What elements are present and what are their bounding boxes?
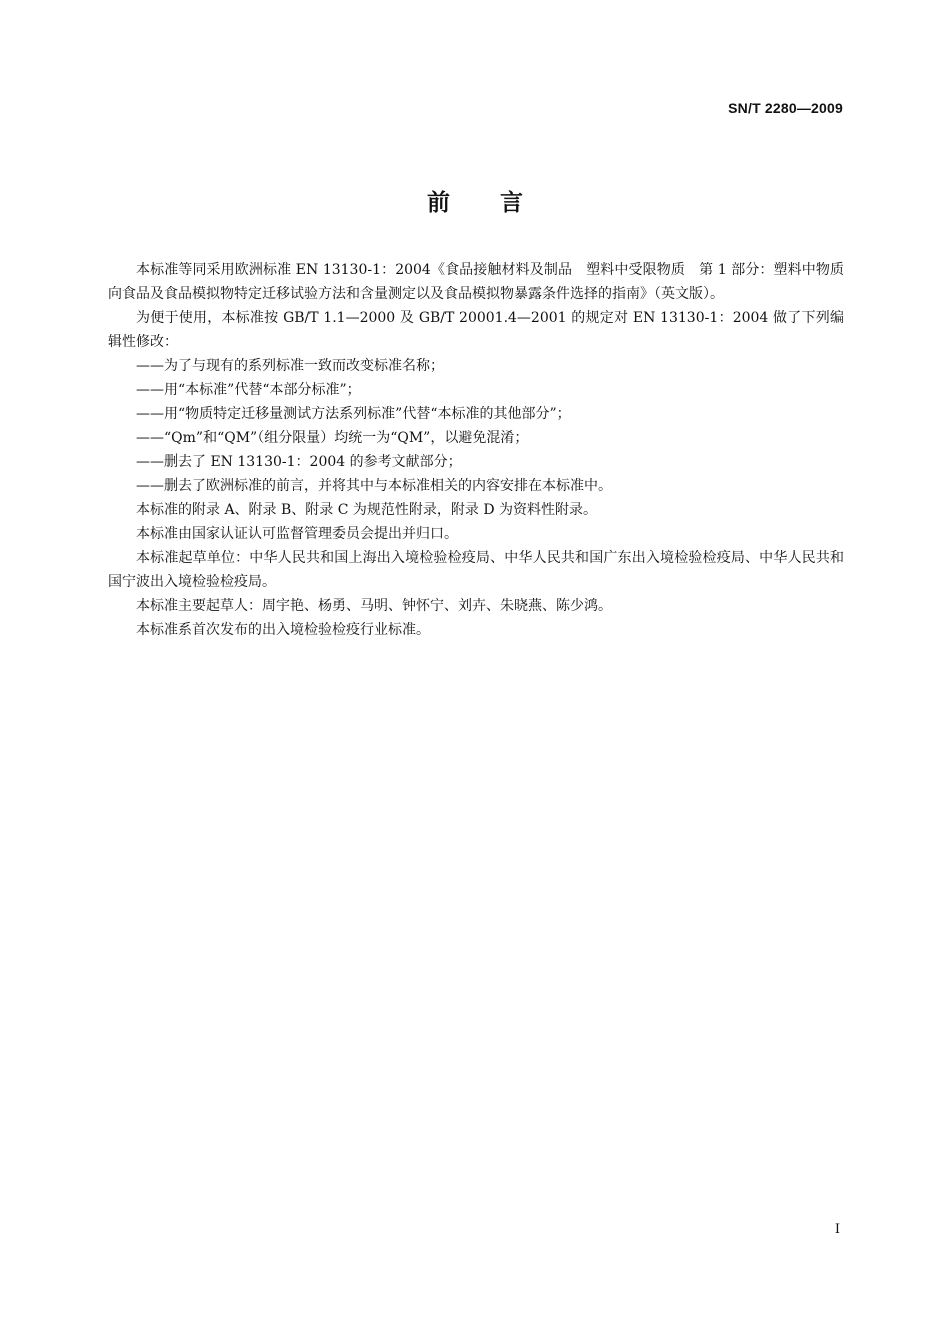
standard-code: SN/T 2280—2009 bbox=[728, 100, 843, 116]
page-title: 前言 bbox=[427, 190, 573, 216]
list-item: ——用“物质特定迁移量测试方法系列标准”代替“本标准的其他部分”； bbox=[136, 406, 571, 422]
paragraph-intro: 本标准等同采用欧洲标准 EN 13130-1：2004《食品接触材料及制品 塑料中受限物质 第 1 部分：塑料中物质向食品及食品模拟物特定迁移试验方法和含量测定以及食品模拟物暴露条件选择的指南》（英文版）。 bbox=[108, 262, 844, 302]
document-body bbox=[108, 258, 844, 642]
list-item: ——用“本标准”代替“本部分标准”； bbox=[136, 382, 361, 398]
paragraph-changes-intro: 为便于使用，本标准按 GB/T 1.1—2000 及 GB/T 20001.4—2001 的规定对 EN 13130-1：2004 做了下列编辑性修改： bbox=[108, 310, 844, 350]
list-item: ——“Qm”和“QM”（组分限量）均统一为“QM”，以避免混淆； bbox=[136, 430, 529, 446]
paragraph-first-release: 本标准系首次发布的出入境检验检疫行业标准。 bbox=[136, 622, 430, 638]
paragraph-drafting-units: 本标准起草单位：中华人民共和国上海出入境检验检疫局、中华人民共和国广东出入境检验检疫局、中华人民共和国宁波出入境检验检疫局。 bbox=[108, 550, 844, 590]
paragraph-drafters: 本标准主要起草人：周宇艳、杨勇、马明、钟怀宁、刘卉、朱晓燕、陈少鸿。 bbox=[136, 598, 612, 614]
list-item: ——删去了 EN 13130-1：2004 的参考文献部分； bbox=[136, 454, 462, 470]
list-item: ——删去了欧洲标准的前言，并将其中与本标准相关的内容安排在本标准中。 bbox=[136, 478, 612, 494]
paragraph-annexes: 本标准的附录 A、附录 B、附录 C 为规范性附录，附录 D 为资料性附录。 bbox=[136, 502, 598, 518]
paragraph-proposed-by: 本标准由国家认证认可监督管理委员会提出并归口。 bbox=[136, 526, 458, 542]
page-number: I bbox=[834, 1222, 840, 1237]
list-item: ——为了与现有的系列标准一致而改变标准名称； bbox=[136, 358, 444, 374]
